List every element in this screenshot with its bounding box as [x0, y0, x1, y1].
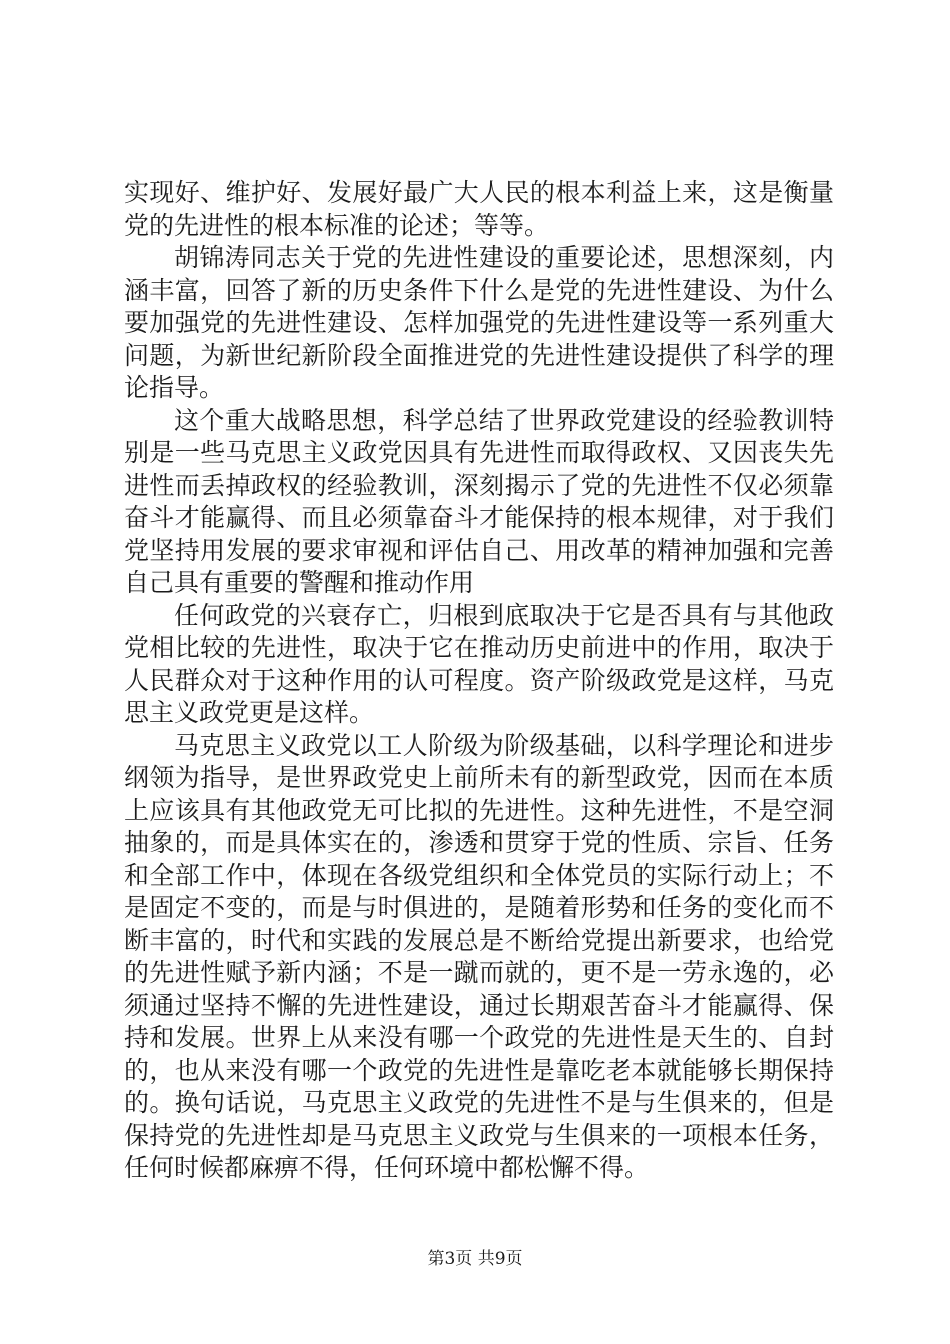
paragraph: 这个重大战略思想，科学总结了世界政党建设的经验教训特别是一些马克思主义政党因具有先进性而取得政权、又因丧失先进性而丢掉政权的经验教训，深刻揭示了党的先进性不仅必须靠奋斗才能赢得、而且必须靠奋斗才能保持的根本规律，对于我们党坚持用发展的要求审视和评估自己、用改革的精神加强和完善自己具有重要的警醒和推动作用 [124, 405, 834, 597]
page-footer [0, 1244, 950, 1269]
body-text [124, 177, 834, 1185]
page-number: 第3页 共9页 [427, 1249, 523, 1269]
paragraph: 实现好、维护好、发展好最广大人民的根本利益上来，这是衡量党的先进性的根本标准的论述；等等。 [124, 178, 834, 240]
paragraph: 任何政党的兴衰存亡，归根到底取决于它是否具有与其他政党相比较的先进性，取决于它在推动历史前进中的作用，取决于人民群众对于这种作用的认可程度。资产阶级政党是这样，马克思主义政党更是这样。 [124, 600, 834, 727]
paragraph: 胡锦涛同志关于党的先进性建设的重要论述，思想深刻，内涵丰富，回答了新的历史条件下什么是党的先进性建设、为什么要加强党的先进性建设、怎样加强党的先进性建设等一系列重大问题，为新世纪新阶段全面推进党的先进性建设提供了科学的理论指导。 [124, 243, 834, 402]
paragraph: 马克思主义政党以工人阶级为阶级基础，以科学理论和进步纲领为指导，是世界政党史上前所未有的新型政党，因而在本质上应该具有其他政党无可比拟的先进性。这种先进性，不是空洞抽象的，而是具体实在的，渗透和贯穿于党的性质、宗旨、任务和全部工作中，体现在各级党组织和全体党员的实际行动上；不是固定不变的，而是与时俱进的，是随着形势和任务的变化而不断丰富的，时代和实践的发展总是不断给党提出新要求，也给党的先进性赋予新内涵；不是一蹴而就的，更不是一劳永逸的，必须通过坚持不懈的先进性建设，通过长期艰苦奋斗才能赢得、保持和发展。世界上从来没有哪一个政党的先进性是天生的、自封的，也从来没有哪一个政党的先进性是靠吃老本就能够长期保持的。换句话说，马克思主义政党的先进性不是与生俱来的，但是保持党的先进性却是马克思主义政党与生俱来的一项根本任务，任何时候都麻痹不得，任何环境中都松懈不得。 [124, 730, 834, 1182]
